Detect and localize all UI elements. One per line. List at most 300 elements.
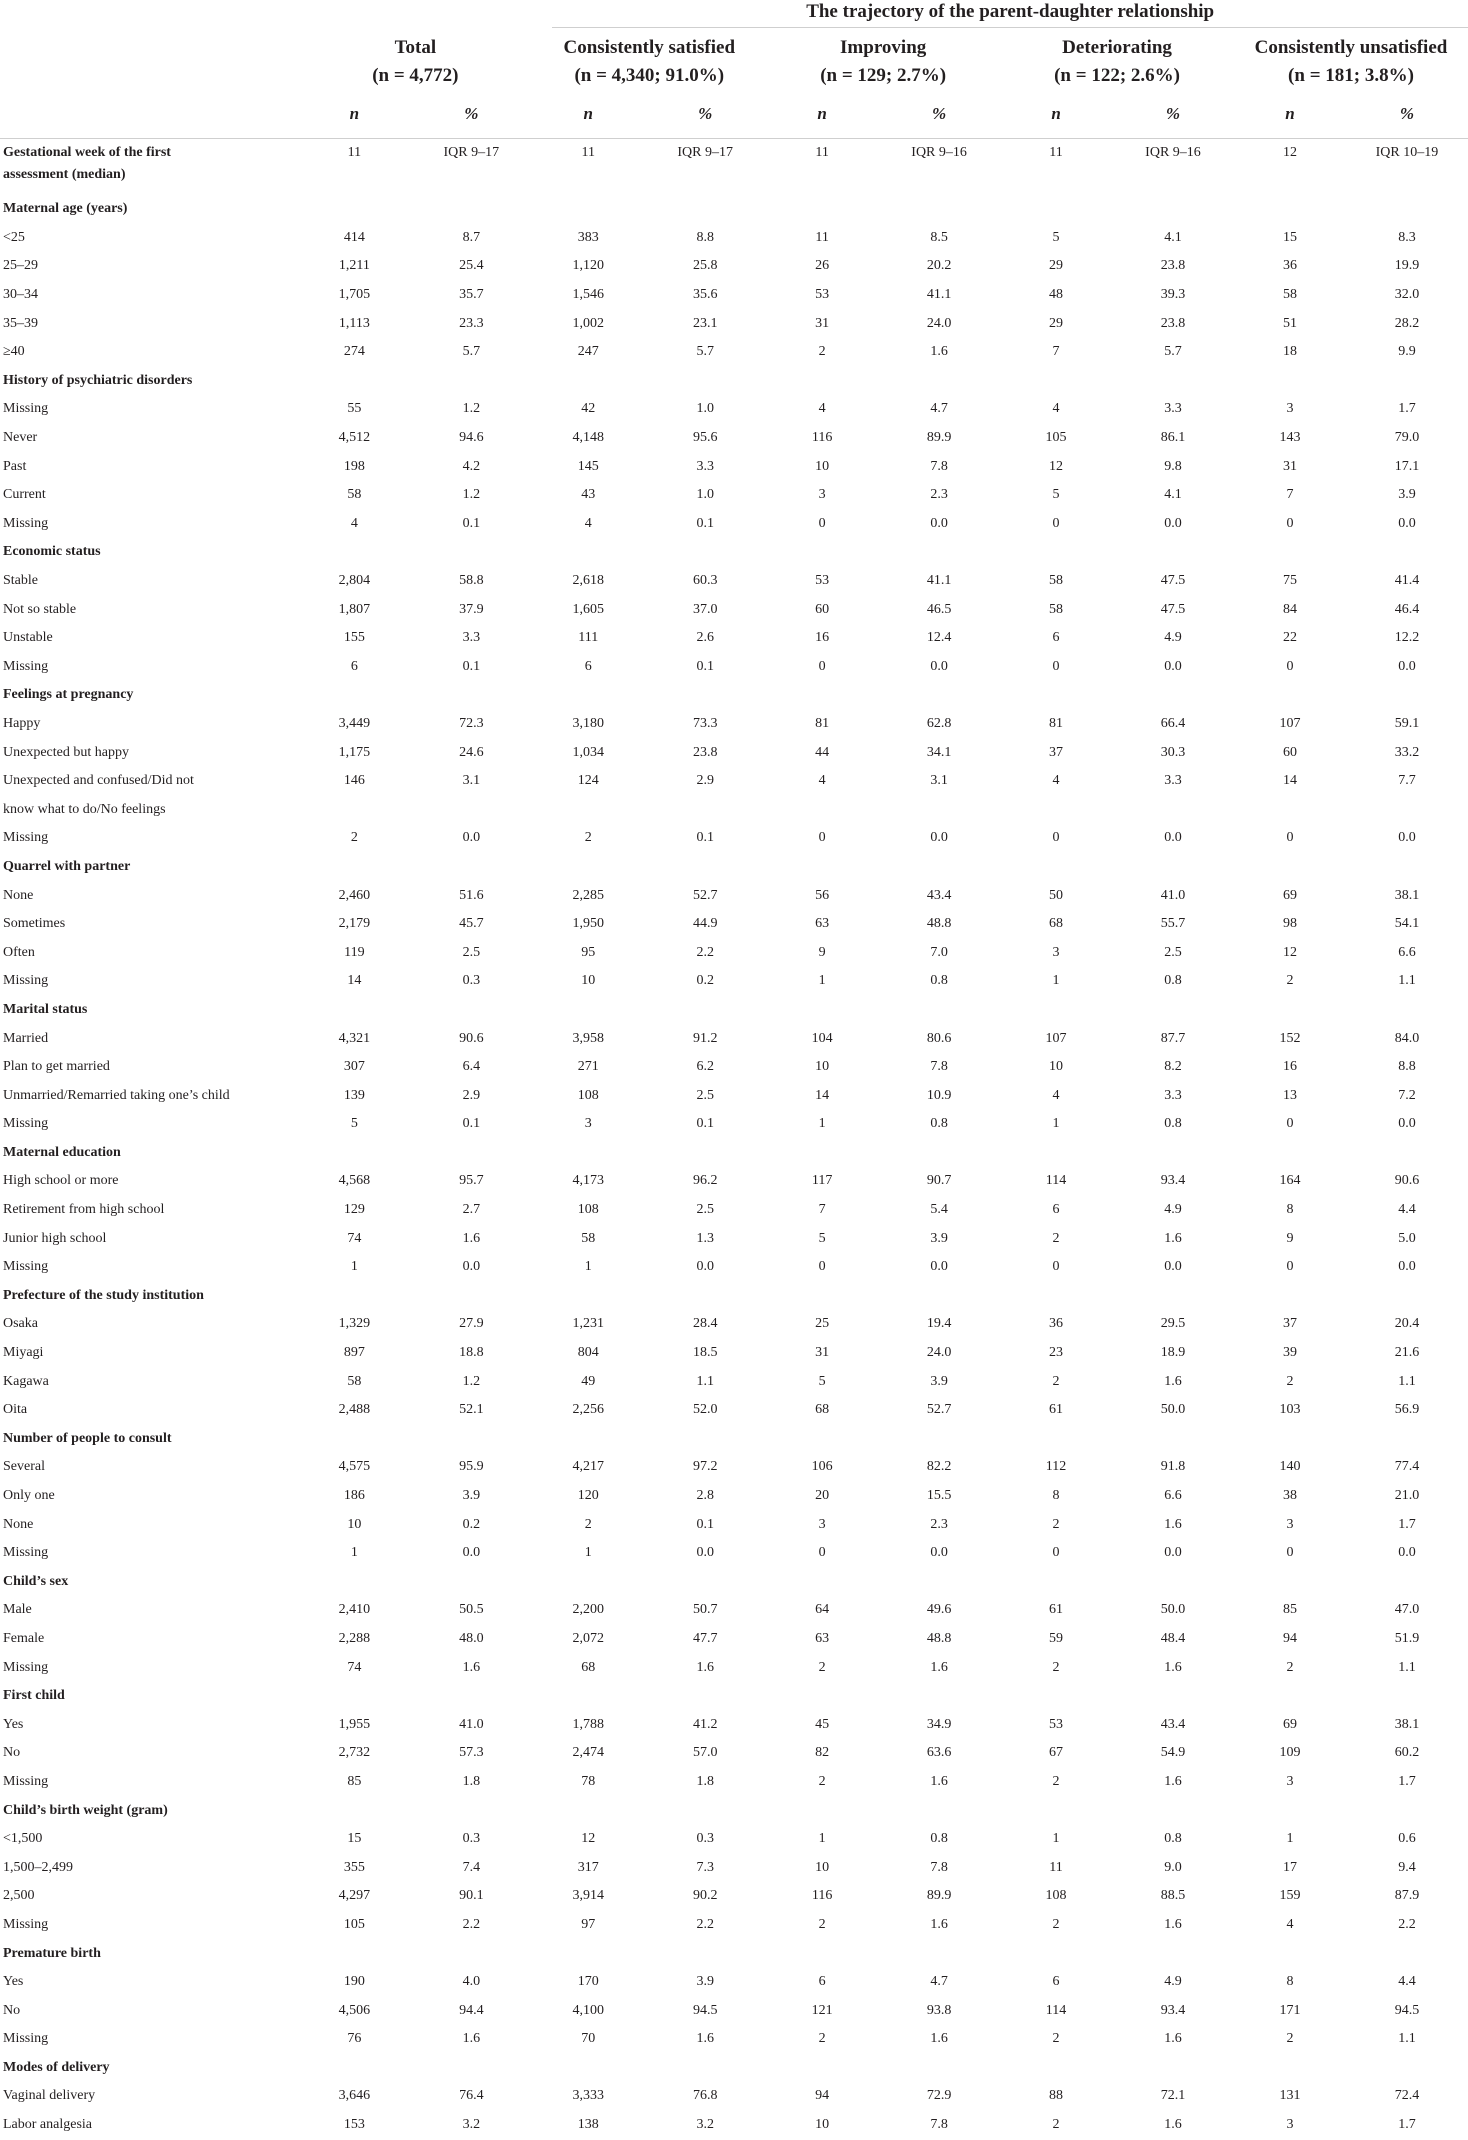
cell-n: 3 — [1286, 2117, 1294, 2133]
cell-n — [532, 1425, 644, 1454]
cell-n: 1,175 — [338, 744, 371, 760]
cell-n: 31 — [815, 315, 830, 331]
cell-pct — [644, 1682, 766, 1711]
cell-pct: 1.2 — [462, 487, 481, 503]
cell-n: 11 — [581, 145, 595, 160]
cell-n: 6 — [1052, 630, 1060, 646]
table-row — [0, 938, 1468, 967]
cell-n: 0 — [818, 658, 826, 674]
row-label: Osaka — [3, 1316, 38, 1332]
cell-n: 145 — [577, 458, 599, 474]
cell-pct: 32.0 — [1394, 287, 1420, 303]
cell-n: 4 — [1052, 401, 1060, 417]
cell-n: 120 — [577, 1488, 599, 1504]
row-label: Missing — [3, 1916, 49, 1932]
cell-n: 3,958 — [572, 1030, 605, 1046]
cell-pct: 3.2 — [462, 2117, 481, 2133]
cell-pct: 3.2 — [696, 2117, 714, 2133]
cell-pct: 72.3 — [459, 715, 484, 731]
cell-pct — [1346, 538, 1468, 567]
cell-pct: 88.5 — [1160, 1888, 1186, 1904]
row-label: Marital status — [3, 1001, 88, 1017]
cell-n — [1234, 1796, 1346, 1825]
cell-n — [1000, 681, 1112, 710]
cell-n: 2 — [350, 830, 358, 846]
cell-pct: 80.6 — [926, 1030, 952, 1046]
cell-n: 1,329 — [338, 1316, 371, 1332]
cell-n: 31 — [815, 1345, 830, 1361]
cell-n: 38 — [1282, 1488, 1297, 1504]
cell-pct: 0.3 — [462, 1831, 481, 1847]
cell-n: 114 — [1045, 1173, 1067, 1189]
table-row — [0, 738, 1468, 767]
table-row — [0, 653, 1468, 682]
cell-n: 23 — [1049, 1345, 1064, 1361]
cell-pct: 2.3 — [930, 487, 948, 503]
row-label: Missing — [3, 515, 49, 531]
cell-n: 139 — [343, 1087, 365, 1103]
table-row — [0, 1367, 1468, 1396]
cell-n: 103 — [1279, 1402, 1301, 1418]
cell-n: 143 — [1279, 430, 1301, 446]
cell-pct — [644, 195, 766, 224]
cell-pct — [1112, 538, 1234, 567]
cell-n: 0 — [818, 830, 826, 846]
cell-n: 0 — [1286, 830, 1294, 846]
cell-pct: 7.8 — [930, 458, 948, 474]
cell-n — [1234, 795, 1346, 824]
cell-n: 383 — [577, 229, 599, 245]
table-row — [0, 452, 1468, 481]
cell-pct: 17.1 — [1394, 458, 1420, 474]
table-row — [0, 1024, 1468, 1053]
cell-pct — [878, 795, 1000, 824]
cell-n: 58 — [1049, 573, 1064, 589]
cell-n: 4,217 — [572, 1459, 605, 1475]
cell-pct: 1.6 — [1164, 2117, 1182, 2133]
cell-pct: 0.0 — [1164, 515, 1182, 531]
cell-n: 1,950 — [572, 916, 605, 932]
cell-pct: 72.9 — [926, 2088, 952, 2104]
cell-pct: 95.6 — [692, 430, 718, 446]
row-label: Gestational week of the first — [3, 145, 171, 160]
cell-pct: 0.3 — [462, 973, 481, 989]
table-row — [0, 1653, 1468, 1682]
cell-pct: 0.0 — [1164, 1545, 1182, 1561]
row-label: Never — [3, 430, 38, 446]
cell-pct — [1112, 853, 1234, 882]
cell-n — [298, 167, 410, 195]
cell-n: 11 — [1049, 1859, 1063, 1875]
cell-n — [766, 195, 878, 224]
cell-n: 88 — [1049, 2088, 1064, 2104]
cell-n: 3 — [1052, 944, 1060, 960]
cell-n: 36 — [1282, 258, 1297, 274]
cell-n: 2 — [1052, 1373, 1060, 1389]
cell-n: 2 — [1052, 1230, 1060, 1246]
cell-pct: 1.6 — [1164, 1916, 1182, 1932]
cell-pct: 7.2 — [1398, 1087, 1416, 1103]
cell-pct: 50.7 — [692, 1602, 718, 1618]
cell-n: 43 — [581, 487, 596, 503]
cell-pct: 46.5 — [926, 601, 952, 617]
cell-n: 58 — [1049, 601, 1064, 617]
cell-n — [298, 681, 410, 710]
table-row — [0, 1482, 1468, 1511]
cell-n: 12 — [1282, 145, 1297, 160]
cell-n: 2,618 — [572, 573, 605, 589]
cell-pct: 1.6 — [1164, 1516, 1182, 1532]
cell-n: 11 — [347, 145, 362, 160]
cell-pct: 25.8 — [692, 258, 718, 274]
column-header-row — [0, 90, 1468, 139]
cell-pct: 93.8 — [926, 2002, 952, 2018]
cell-pct: 23.3 — [459, 315, 484, 331]
cell-n: 1,807 — [338, 601, 371, 617]
cell-n: 2 — [818, 1916, 826, 1932]
cell-n: 140 — [1279, 1459, 1301, 1475]
table-body — [0, 139, 1468, 2140]
cell-pct: 4.4 — [1398, 1202, 1416, 1218]
cell-pct: 4.2 — [462, 458, 481, 474]
cell-pct: 47.7 — [692, 1630, 718, 1646]
cell-pct: 0.1 — [462, 515, 481, 531]
cell-n: 1 — [818, 1116, 826, 1132]
cell-pct: 72.1 — [1160, 2088, 1186, 2104]
cell-pct — [410, 1425, 532, 1454]
table-row — [0, 1739, 1468, 1768]
cell-n: 1,120 — [572, 258, 605, 274]
cell-pct: 41.0 — [459, 1716, 484, 1732]
cell-pct: 48.8 — [926, 1630, 952, 1646]
cell-n: 2,200 — [572, 1602, 605, 1618]
row-label: Missing — [3, 1116, 49, 1132]
cell-n: 4,173 — [572, 1173, 605, 1189]
cell-n: 10 — [815, 1859, 830, 1875]
cell-n: 74 — [347, 1230, 362, 1246]
cell-pct: 2.9 — [462, 1087, 481, 1103]
cell-pct: 90.7 — [926, 1173, 952, 1189]
cell-pct — [410, 853, 532, 882]
cell-pct: 1.6 — [930, 344, 948, 360]
cell-pct: IQR 10–19 — [1375, 145, 1439, 160]
cell-n: 0 — [1286, 1116, 1294, 1132]
cell-n — [766, 853, 878, 882]
cell-n: 274 — [343, 344, 365, 360]
cell-pct: 51.9 — [1394, 1630, 1420, 1646]
cell-n: 414 — [343, 229, 365, 245]
table-row — [0, 395, 1468, 424]
cell-pct: 4.0 — [462, 1974, 481, 1990]
row-label: Several — [3, 1459, 45, 1475]
cell-n: 105 — [1045, 430, 1067, 446]
cell-pct: 3.3 — [462, 630, 481, 646]
cell-pct — [410, 367, 532, 396]
cell-n: 3 — [818, 487, 826, 503]
row-label: Missing — [3, 658, 49, 674]
cell-n — [1234, 1425, 1346, 1454]
cell-n: 45 — [815, 1716, 830, 1732]
table-row — [0, 881, 1468, 910]
cell-pct — [644, 367, 766, 396]
row-label: Child’s birth weight (gram) — [3, 1802, 168, 1818]
cell-n — [532, 167, 644, 195]
group-header-improving: Improving (n = 129; 2.7%) — [820, 37, 947, 86]
cell-pct: 5.7 — [696, 344, 714, 360]
cell-n: 44 — [815, 744, 830, 760]
cell-n: 10 — [581, 973, 596, 989]
cell-pct: 0.8 — [1164, 973, 1182, 989]
cell-n — [298, 1282, 410, 1311]
cell-pct — [644, 1282, 766, 1311]
cell-n — [532, 1568, 644, 1597]
row-label: Missing — [3, 973, 49, 989]
cell-pct: 52.7 — [692, 887, 718, 903]
cell-n: 2 — [1286, 2031, 1294, 2047]
row-label: Past — [3, 458, 27, 474]
table-row — [0, 252, 1468, 281]
cell-pct: 0.8 — [930, 1116, 948, 1132]
cell-pct: 2.5 — [696, 1202, 714, 1218]
cell-pct: 0.0 — [1398, 1116, 1416, 1132]
row-label: Yes — [3, 1974, 24, 1990]
cell-n: 70 — [581, 2031, 596, 2047]
cell-pct: 0.0 — [1164, 658, 1182, 674]
cell-n: 22 — [1282, 630, 1297, 646]
cell-pct: 5.7 — [1164, 344, 1182, 360]
row-label: Missing — [3, 1773, 49, 1789]
cell-n: 94 — [1282, 1630, 1297, 1646]
cell-n: 4,297 — [338, 1888, 371, 1904]
cell-pct: 1.8 — [696, 1773, 714, 1789]
cell-pct: 76.4 — [459, 2088, 484, 2104]
cell-pct — [410, 1939, 532, 1968]
cell-n — [766, 2054, 878, 2083]
cell-pct: 12.2 — [1394, 630, 1420, 646]
cell-n — [1234, 195, 1346, 224]
table-row — [0, 767, 1468, 796]
row-label: <1,500 — [3, 1831, 43, 1847]
cell-pct: 7.4 — [462, 1859, 481, 1875]
cell-n — [532, 1282, 644, 1311]
cell-n — [532, 1939, 644, 1968]
cell-pct: 1.8 — [462, 1773, 481, 1789]
col-header-n: n — [298, 90, 410, 139]
cell-pct: 48.8 — [926, 916, 952, 932]
table-row — [0, 1110, 1468, 1139]
cell-pct — [410, 681, 532, 710]
row-label: Kagawa — [3, 1373, 49, 1389]
cell-n: 1,034 — [572, 744, 605, 760]
cell-pct: 3.1 — [462, 773, 481, 789]
cell-n: 75 — [1282, 573, 1297, 589]
cell-n — [298, 1568, 410, 1597]
cell-pct: 9.9 — [1398, 344, 1416, 360]
cell-pct — [878, 538, 1000, 567]
cell-pct: 0.8 — [1164, 1831, 1182, 1847]
cell-n: 39 — [1282, 1345, 1297, 1361]
cell-n: 7 — [1286, 487, 1294, 503]
cell-n: 108 — [577, 1202, 599, 1218]
row-label: Married — [3, 1030, 49, 1046]
cell-pct — [1112, 1282, 1234, 1311]
cell-n: 198 — [343, 458, 365, 474]
cell-n: 5 — [350, 1116, 358, 1132]
cell-pct: 57.0 — [692, 1745, 718, 1761]
cell-n: 8 — [1052, 1488, 1060, 1504]
cell-n: 3 — [1286, 1516, 1294, 1532]
cell-n: 63 — [815, 916, 830, 932]
section-row — [0, 1796, 1468, 1825]
cell-pct: 1.6 — [1164, 1773, 1182, 1789]
cell-pct: 48.0 — [459, 1630, 484, 1646]
cell-n — [1000, 1796, 1112, 1825]
cell-pct — [410, 167, 532, 195]
row-label: Number of people to consult — [3, 1430, 172, 1446]
cell-pct: 1.6 — [930, 2031, 948, 2047]
cell-n — [766, 1939, 878, 1968]
cell-n: 53 — [815, 573, 830, 589]
cell-pct — [1346, 853, 1468, 882]
cell-pct — [1346, 1682, 1468, 1711]
cell-pct: 0.0 — [462, 1259, 481, 1275]
section-row — [0, 1282, 1468, 1311]
cell-n: 1 — [1052, 973, 1060, 989]
cell-pct: 2.3 — [930, 1516, 948, 1532]
cell-pct: 8.8 — [1398, 1059, 1416, 1075]
cell-pct — [644, 853, 766, 882]
cell-n: 26 — [815, 258, 830, 274]
cell-n: 14 — [1282, 773, 1297, 789]
cell-n: 0 — [1052, 1545, 1060, 1561]
cell-n: 5 — [818, 1373, 826, 1389]
cell-pct: 5.7 — [462, 344, 481, 360]
cell-n: 0 — [818, 515, 826, 531]
cell-n: 2 — [818, 344, 826, 360]
cell-pct: 0.0 — [1398, 658, 1416, 674]
cell-n: 105 — [343, 1916, 365, 1932]
cell-n — [532, 681, 644, 710]
cell-n: 85 — [1282, 1602, 1297, 1618]
table-row — [0, 1081, 1468, 1110]
cell-pct: 35.7 — [459, 287, 484, 303]
cell-pct: 0.1 — [696, 1116, 714, 1132]
cell-pct — [1346, 795, 1468, 824]
cell-pct: 1.2 — [462, 1373, 481, 1389]
cell-n: 14 — [347, 973, 362, 989]
cell-n: 15 — [347, 1831, 362, 1847]
cell-pct — [410, 1282, 532, 1311]
cell-pct — [644, 1796, 766, 1825]
cell-pct: 95.9 — [459, 1459, 484, 1475]
row-label: 30–34 — [3, 287, 38, 303]
cell-n: 58 — [1282, 287, 1297, 303]
cell-pct: 20.2 — [926, 258, 952, 274]
col-header-n: n — [1000, 90, 1112, 139]
cell-pct: 77.4 — [1394, 1459, 1420, 1475]
cell-pct: 1.0 — [696, 487, 714, 503]
cell-pct: 0.0 — [696, 1545, 714, 1561]
cell-pct: 37.0 — [692, 601, 718, 617]
row-label: Junior high school — [3, 1230, 107, 1246]
row-label: Missing — [3, 830, 49, 846]
table-row — [0, 624, 1468, 653]
cell-pct: 0.1 — [696, 515, 714, 531]
cell-n: 2 — [584, 830, 592, 846]
cell-pct: 50.0 — [1160, 1602, 1186, 1618]
cell-pct: 19.9 — [1394, 258, 1420, 274]
table-row — [0, 139, 1468, 168]
spanner-header: The trajectory of the parent-daughter relationship — [532, 0, 1468, 29]
cell-pct: 23.8 — [1160, 258, 1186, 274]
section-row — [0, 538, 1468, 567]
cell-n: 1,955 — [338, 1716, 371, 1732]
table-row — [0, 481, 1468, 510]
row-label: Feelings at pregnancy — [3, 687, 134, 703]
cell-pct: 3.3 — [1164, 773, 1182, 789]
cell-pct: 0.8 — [930, 973, 948, 989]
cell-n: 13 — [1282, 1087, 1297, 1103]
cell-pct: 82.2 — [926, 1459, 952, 1475]
cell-pct: 94.6 — [459, 430, 484, 446]
cell-pct: 41.4 — [1394, 573, 1420, 589]
cell-pct: 34.1 — [926, 744, 952, 760]
cell-n: 307 — [343, 1059, 365, 1075]
cell-n: 63 — [815, 1630, 830, 1646]
cell-pct: 0.0 — [696, 1259, 714, 1275]
cell-n: 51 — [1282, 315, 1297, 331]
cell-pct — [410, 538, 532, 567]
cell-pct: 1.6 — [930, 1773, 948, 1789]
cell-pct: 24.0 — [926, 1345, 952, 1361]
cell-pct: 23.1 — [692, 315, 718, 331]
cell-pct — [878, 195, 1000, 224]
cell-pct: 2.5 — [696, 1087, 714, 1103]
cell-n — [532, 195, 644, 224]
cell-n: 2,256 — [572, 1402, 605, 1418]
cell-pct: 2.2 — [1398, 1916, 1416, 1932]
cell-pct: 4.1 — [1164, 487, 1182, 503]
cell-pct — [878, 167, 1000, 195]
row-label: Unstable — [3, 630, 53, 646]
row-label: Happy — [3, 715, 41, 731]
cell-pct: 21.0 — [1394, 1488, 1420, 1504]
row-label: Miyagi — [3, 1345, 44, 1361]
cell-pct — [1346, 1139, 1468, 1168]
cell-pct: 59.1 — [1394, 715, 1420, 731]
cell-n: 4,506 — [338, 2002, 371, 2018]
cell-n: 9 — [1286, 1230, 1294, 1246]
cell-n: 3,914 — [572, 1888, 605, 1904]
cell-pct: 18.5 — [692, 1345, 718, 1361]
cell-n: 18 — [1282, 344, 1297, 360]
cell-pct: 7.8 — [930, 1859, 948, 1875]
cell-pct: 3.9 — [462, 1488, 481, 1504]
cell-pct — [1346, 2054, 1468, 2083]
cell-n: 0 — [818, 1545, 826, 1561]
cell-pct: 57.3 — [459, 1745, 484, 1761]
cell-n: 107 — [1279, 715, 1301, 731]
cell-n: 76 — [347, 2031, 362, 2047]
cell-n: 0 — [1052, 515, 1060, 531]
cell-pct — [1112, 681, 1234, 710]
cell-n: 2 — [1052, 1516, 1060, 1532]
cell-n: 1,605 — [572, 601, 605, 617]
cell-pct: 56.9 — [1394, 1402, 1420, 1418]
cell-n: 0 — [1052, 830, 1060, 846]
cell-n: 2 — [818, 1773, 826, 1789]
cell-pct: 9.0 — [1164, 1859, 1182, 1875]
